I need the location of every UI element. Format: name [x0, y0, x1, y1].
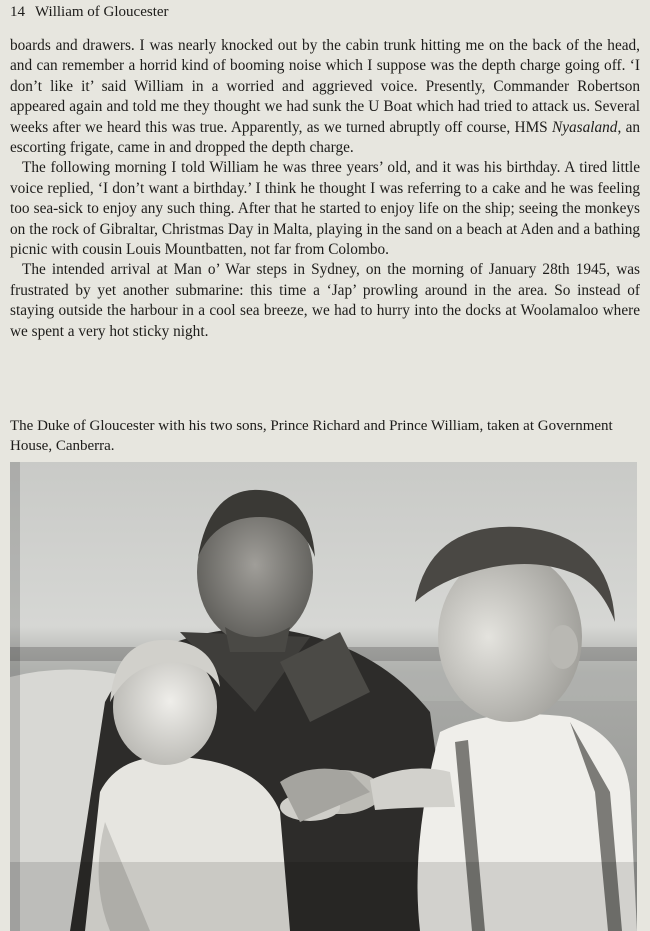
paragraph-3: The intended arrival at Man o’ War steps in Sydney, on the morning of January 28th 1945, was frustrated by yet another submarine: this time a ‘Jap’ prowling around in the area. So instead of staying outside the harbour in a cool sea breeze, we had to hurry into the docks at Woolamaloo where we spent a very hot sticky night. [10, 261, 640, 340]
running-title: William of Gloucester [35, 4, 169, 20]
paragraph-1-end: , an escorting frigate, came in and dropped the depth charge. [10, 118, 641, 157]
photograph-illustration [10, 462, 637, 931]
paragraph-2: The following morning I told William he was three years’ old, and it was his birthday. A tired little voice replied, ‘I don’t want a birthday.’ I think he thought I was referring to a cake and he was feeling too sea-sick to enjoy any such thing. After that he started to enjoy life on the ship; seeing the monkeys on the rock of Gibraltar, Christmas Day in Malta, playing in the sand on a beach at Aden and a bathing picnic with cousin Louis Mountbatten, not far from Colombo. [10, 159, 640, 259]
ship-name: Nyasaland [552, 118, 618, 136]
photo-caption: The Duke of Gloucester with his two sons, Prince Richard and Prince William, taken at Government House, Canberra. [10, 418, 613, 454]
body-text [10, 36, 640, 342]
page-number: 14 [10, 4, 25, 20]
paragraph-1-text: boards and drawers. I was nearly knocked out by the cabin trunk hitting me on the back of the head, and can remember a horrid kind of booming noise which I suppose was the depth charge going off. ‘I don’t like it’ said William in a worried and aggrieved voice. Presently, Commander Robertson appeared again and told me they thought we had sunk the U Boat which had tried to attack us. Several weeks after we heard this was true. Apparently, as we turned abruptly off course, HMS [10, 37, 640, 136]
paragraph-1 [10, 36, 640, 158]
running-header [10, 4, 640, 26]
family-photograph [10, 462, 637, 931]
